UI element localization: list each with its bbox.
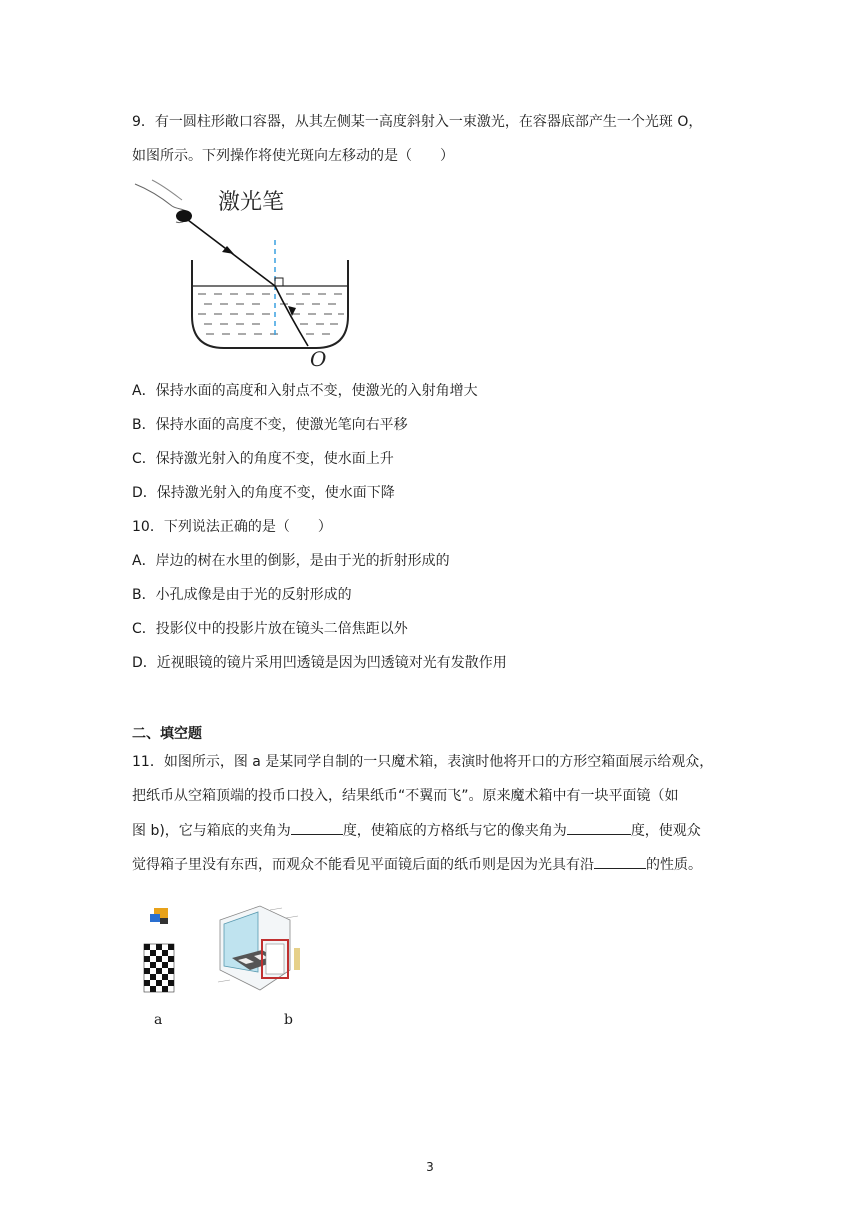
q11-line2: 把纸币从空箱顶端的投币口投入，结果纸币“不翼而飞”。原来魔术箱中有一块平面镜（如 [132, 788, 679, 804]
q10-option-c: C．投影仪中的投影片放在镜头二倍焦距以外 [132, 621, 408, 637]
q9-option-a: A．保持水面的高度和入射点不变，使激光的入射角增大 [132, 383, 478, 399]
q10-option-a: A．岸边的树在水里的倒影，是由于光的折射形成的 [132, 553, 450, 569]
q9-stem-line2: 如图所示。下列操作将使光斑向左移动的是（ ） [132, 148, 454, 164]
magic-box-figure-b [210, 900, 310, 1000]
page-number: 3 [426, 1160, 434, 1174]
q11-line3 [132, 820, 701, 841]
answer-blank-3[interactable] [594, 854, 646, 869]
container [192, 260, 348, 348]
spot-label: O [310, 347, 327, 371]
magic-box-figure-a [138, 904, 182, 998]
q10-stem: 10．下列说法正确的是（ ） [132, 519, 332, 535]
q11-line4-part1: 觉得箱子里没有东西，而观众不能看见平面镜后面的纸币则是因为光具有沿 [132, 857, 594, 873]
answer-blank-2[interactable] [567, 820, 631, 835]
q11-line4-part2: 的性质。 [646, 857, 702, 873]
laser-pen-label: 激光笔 [218, 190, 285, 215]
q11-line4 [132, 854, 702, 875]
figure-b-caption: b [284, 1012, 293, 1028]
figure-a-caption: a [154, 1012, 163, 1028]
q9-option-d: D．保持激光射入的角度不变，使水面下降 [132, 485, 395, 501]
q9-stem-line1: 9．有一圆柱形敞口容器，从其左侧某一高度斜射入一束激光，在容器底部产生一个光斑 O， [132, 114, 703, 130]
q9-option-b: B．保持水面的高度不变，使激光笔向右平移 [132, 417, 408, 433]
q10-option-b: B．小孔成像是由于光的反射形成的 [132, 587, 352, 603]
laser-pen-icon [176, 210, 192, 222]
q11-line3-part2: 度，使箱底的方格纸与它的像夹角为 [342, 823, 567, 839]
q11-line3-part1: 图 b)，它与箱底的夹角为 [132, 823, 291, 839]
answer-blank-1[interactable] [291, 820, 343, 835]
q9-option-c: C．保持激光射入的角度不变，使水面上升 [132, 451, 394, 467]
checker-pattern [144, 944, 174, 992]
section-title: 二、填空题 [132, 726, 202, 742]
q11-line1: 11．如图所示，图 a 是某同学自制的一只魔术箱，表演时他将开口的方形空箱面展示给观众， [132, 754, 714, 770]
right-angle-mark [275, 278, 283, 286]
water-hatch [198, 294, 344, 334]
q9-container-figure [130, 176, 360, 371]
q10-option-d: D．近视眼镜的镜片采用凹透镜是因为凹透镜对光有发散作用 [132, 655, 507, 671]
q11-line3-part3: 度，使观众 [630, 823, 701, 839]
refracted-ray [275, 286, 308, 346]
